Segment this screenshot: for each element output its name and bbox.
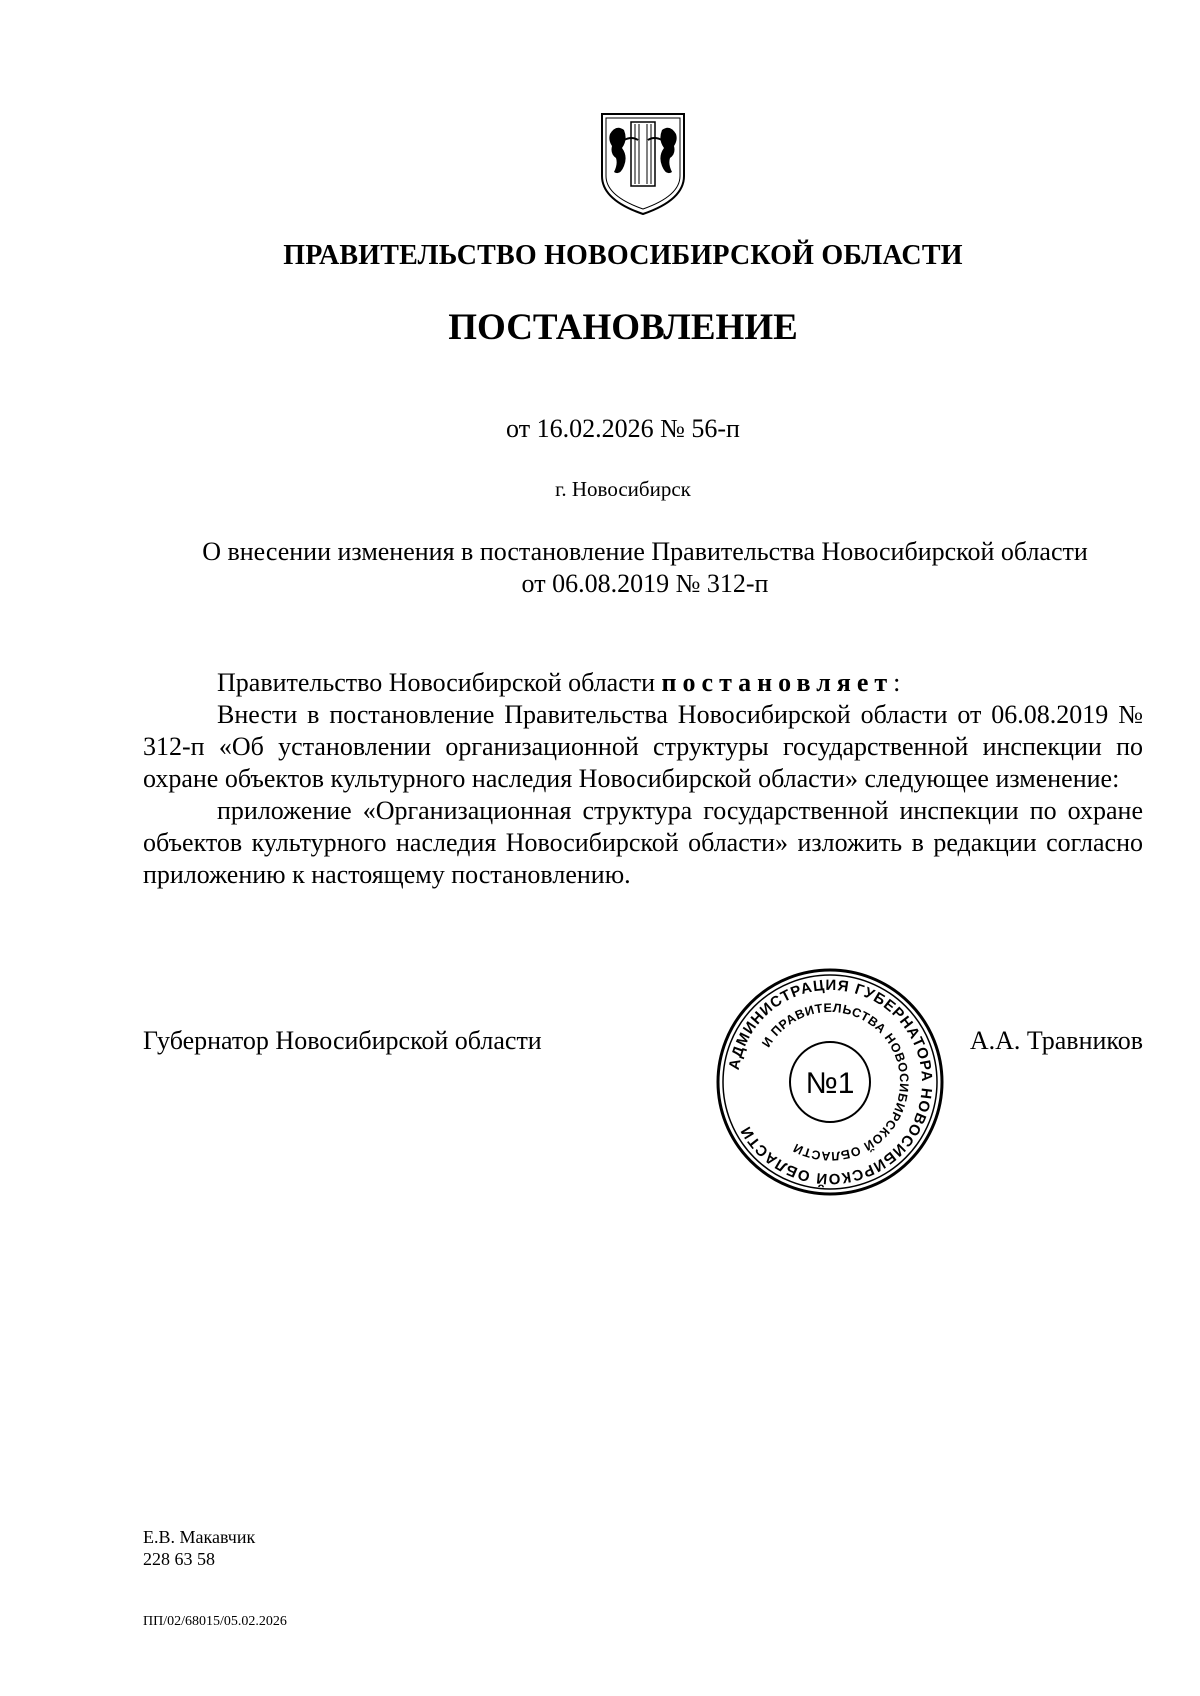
body-paragraph-2: Внести в постановление Правительства Новосибирской области от 06.08.2019 № 312-п «Об установлении организационной структуры государственной инспекции по охране объектов культурного наследия Новосибирской области» следующее изменение: (143, 700, 1143, 793)
executor-phone: 228 63 58 (143, 1549, 215, 1569)
document-date-number: от 16.02.2026 № 56-п (506, 414, 740, 443)
body-paragraph-1-text: Правительство Новосибирской области (217, 668, 662, 697)
executor-name: Е.В. Макавчик (143, 1527, 256, 1547)
organization-title: ПРАВИТЕЛЬСТВО НОВОСИБИРСКОЙ ОБЛАСТИ (283, 240, 963, 271)
document-subject (150, 536, 1140, 600)
document-body (143, 667, 1143, 891)
seal-inner-text: И ПРАВИТЕЛЬСТВА НОВОСИБИРСКОЙ ОБЛАСТИ (759, 1000, 912, 1164)
subject-line-2: от 06.08.2019 № 312-п (521, 569, 769, 598)
document-type-title: ПОСТАНОВЛЕНИЕ (448, 307, 798, 348)
resolution-verb: постановляет (661, 668, 894, 697)
executor-block (143, 1526, 255, 1570)
body-paragraph-3: приложение «Организационная структура государственной инспекции по охране объектов культурного наследия Новосибирской области» изложить в редакции согласно приложению к настоящему постановлению. (143, 796, 1143, 889)
document-city: г. Новосибирск (555, 477, 691, 501)
subject-line-1: О внесении изменения в постановление Правительства Новосибирской области (202, 537, 1088, 566)
coat-of-arms-icon (598, 110, 688, 218)
document-reference: ПП/02/68015/05.02.2026 (143, 1614, 287, 1629)
seal-center-number: №1 (805, 1067, 855, 1100)
seal-outer-text: АДМИНИСТРАЦИЯ ГУБЕРНАТОРА НОВОСИБИРСКОЙ ОБЛАСТИ (725, 976, 936, 1188)
body-paragraph-1-end: : (893, 668, 901, 697)
body-paragraph-1 (143, 667, 1143, 699)
official-seal-icon (713, 965, 947, 1199)
signatory-position: Губернатор Новосибирской области (143, 1026, 542, 1055)
signatory-name: А.А. Травников (969, 1026, 1143, 1055)
